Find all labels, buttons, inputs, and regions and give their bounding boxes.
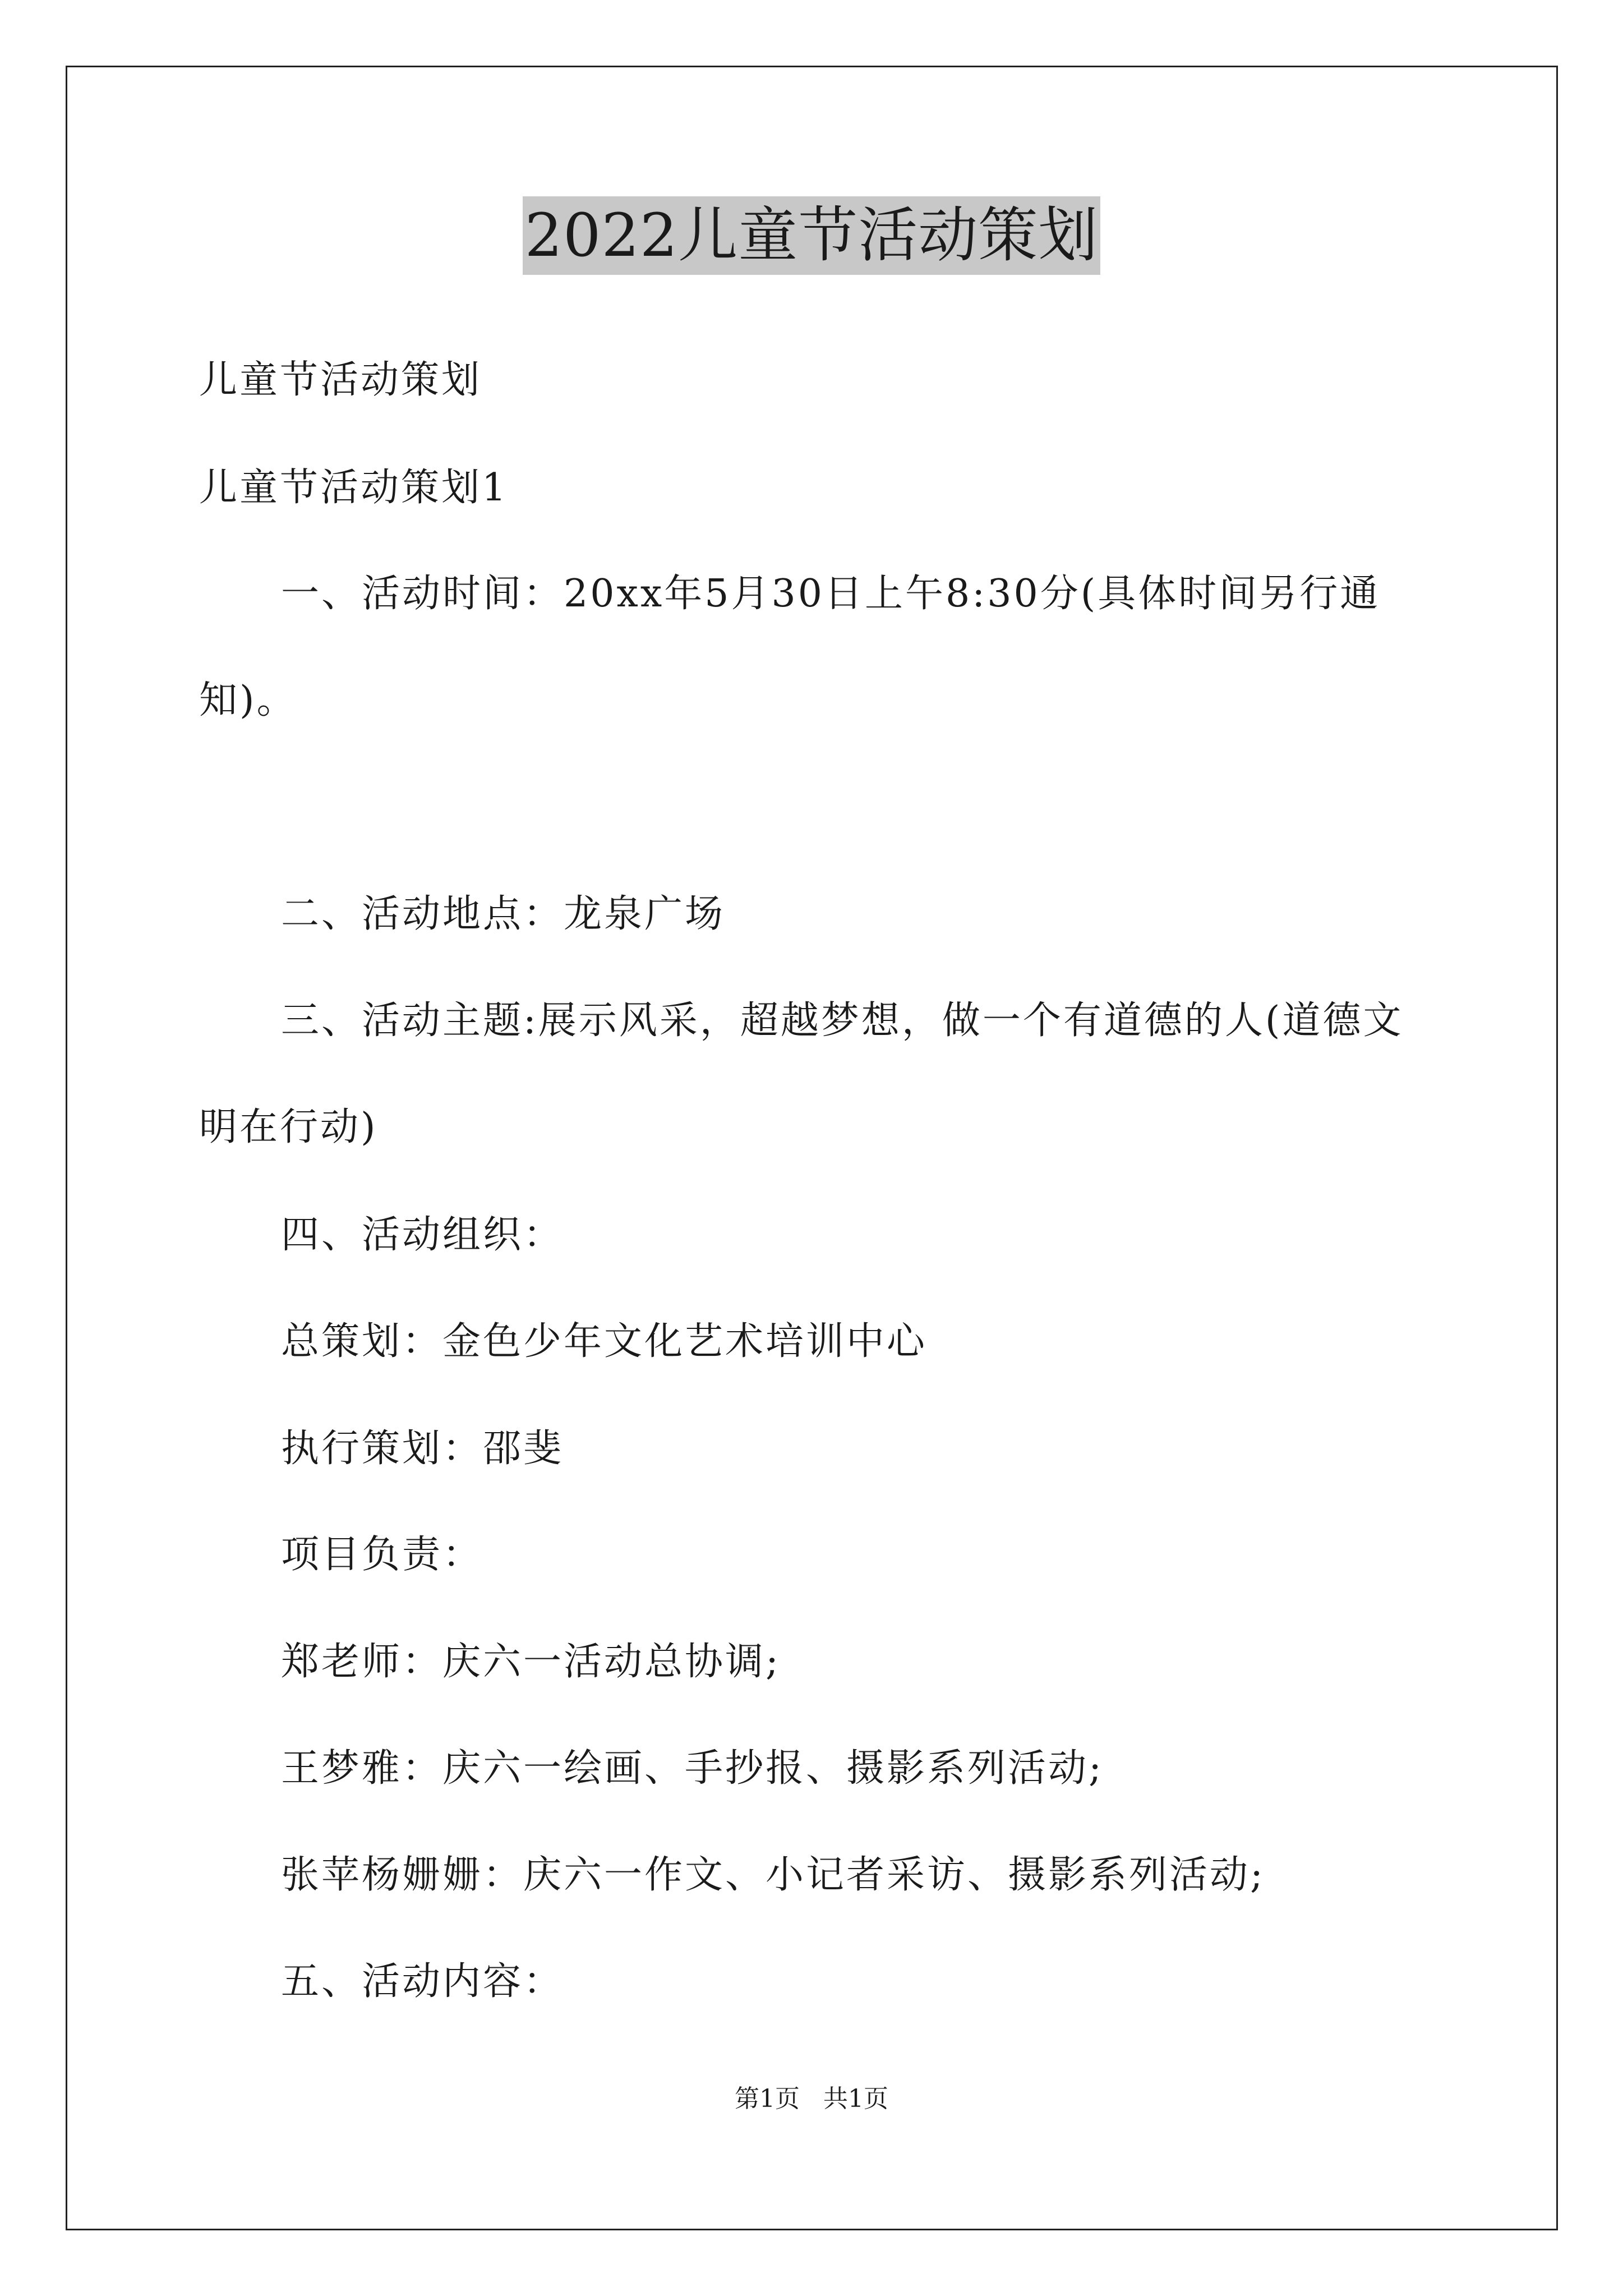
paragraph-location: 二、活动地点：龙泉广场 — [281, 892, 726, 936]
document-title: 2022儿童节活动策划 — [523, 196, 1101, 275]
paragraph-section-title: 儿童节活动策划1 — [199, 466, 509, 510]
paragraph-theme: 三、活动主题:展示风采，超越梦想，做一个有道德的人(道德文明在行动) — [199, 999, 1404, 1149]
paragraph-activity-content: 五、活动内容： — [281, 1959, 564, 2004]
page-footer — [0, 2082, 1623, 2116]
paragraph-subtitle: 儿童节活动策划 — [199, 358, 482, 402]
paragraph-zhang-yang: 张苹杨姗姗：庆六一作文、小记者采访、摄影系列活动; — [281, 1853, 1265, 1897]
page-total: 共1页 — [823, 2085, 888, 2113]
paragraph-time: 一、活动时间：20xx年5月30日上午8:30分(具体时间另行通知)。 — [199, 572, 1381, 723]
paragraph-teacher-zheng: 郑老师：庆六一活动总协调; — [281, 1640, 781, 1684]
page-number: 第1页 — [735, 2085, 800, 2113]
paragraph-project-lead: 项目负责： — [281, 1533, 483, 1577]
paragraph-organization: 四、活动组织： — [281, 1213, 564, 1257]
paragraph-executive-planner: 执行策划：邵斐 — [281, 1427, 564, 1471]
paragraph-wang-mengya: 王梦雅：庆六一绘画、手抄报、摄影系列活动; — [281, 1746, 1104, 1791]
title-container — [0, 196, 1623, 275]
paragraph-chief-planner: 总策划：金色少年文化艺术培训中心 — [281, 1319, 928, 1364]
